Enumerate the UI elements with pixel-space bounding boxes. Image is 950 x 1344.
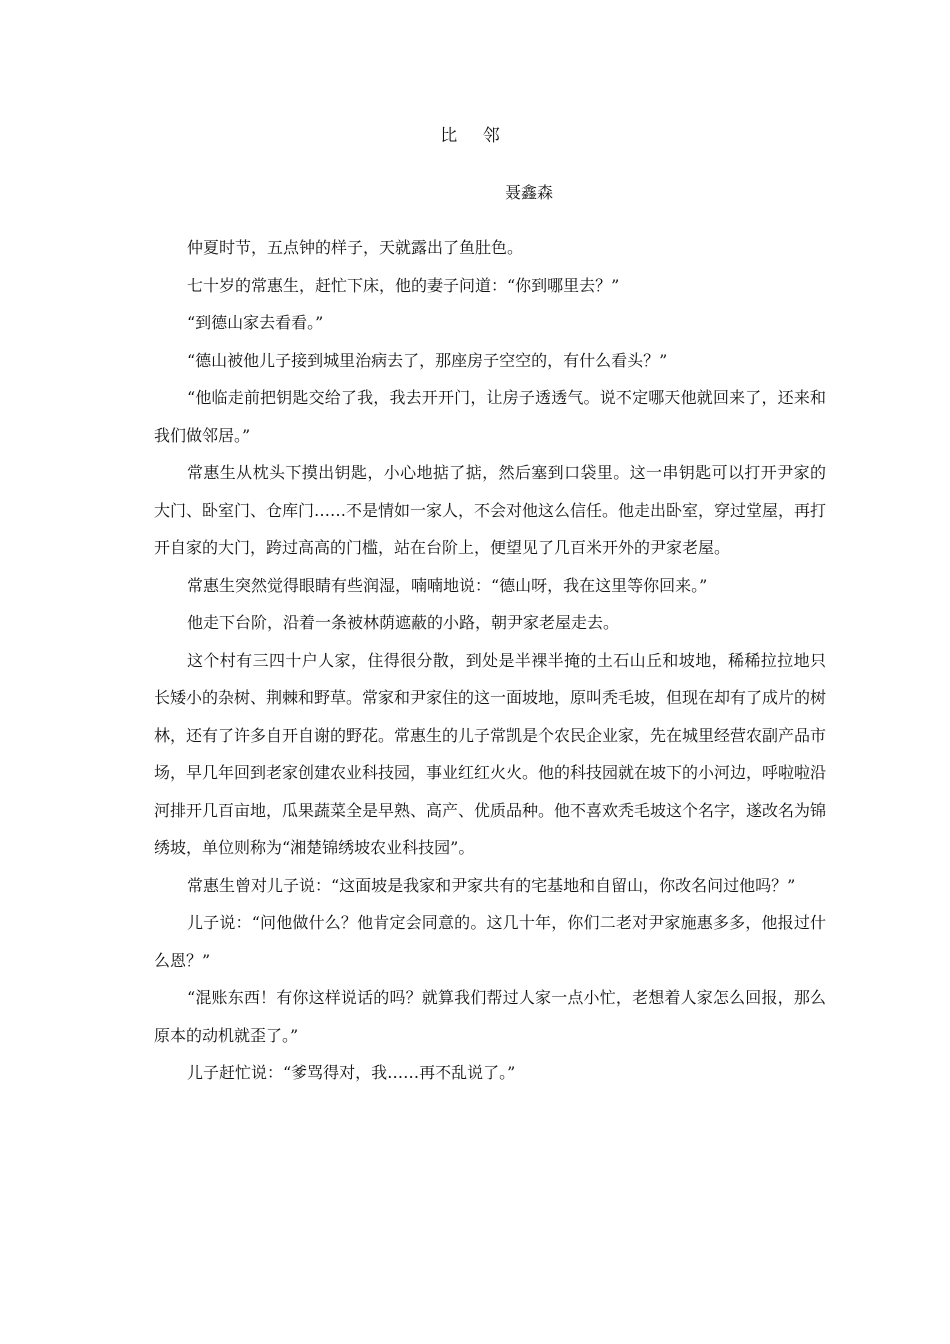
paragraph: 常惠生从枕头下摸出钥匙，小心地掂了掂，然后塞到口袋里。这一串钥匙可以打开尹家的大门、卧室门、仓库门……不是情如一家人，不会对他这么信任。他走出卧室，穿过堂屋，再打开自家的大门，跨过高高的门槛，站在台阶上，便望见了几百米开外的尹家老屋。 [154, 463, 827, 557]
paragraph: 仲夏时节，五点钟的样子，天就露出了鱼肚色。 [187, 238, 524, 257]
article-title: 比 邻 [440, 126, 510, 146]
paragraph: “他临走前把钥匙交给了我，我去开开门，让房子透透气。说不定哪天他就回来了，还来和我们做邻居。” [154, 388, 826, 445]
article-author: 聂鑫森 [505, 183, 554, 202]
paragraph: 儿子说：“问他做什么？他肯定会同意的。这几十年，你们二老对尹家施惠多多，他报过什么恩？” [154, 913, 826, 970]
paragraph: 七十岁的常惠生，赶忙下床，他的妻子问道：“你到哪里去？” [187, 275, 620, 295]
paragraph: “到德山家去看看。” [187, 313, 324, 332]
paragraph: 他走下台阶，沿着一条被林荫遮蔽的小路，朝尹家老屋走去。 [187, 613, 620, 632]
paragraph: 常惠生曾对儿子说：“这面坡是我家和尹家共有的宅基地和自留山，你改名问过他吗？” [187, 875, 796, 895]
paragraph: 常惠生突然觉得眼睛有些润湿，喃喃地说：“德山呀，我在这里等你回来。” [187, 575, 708, 595]
paragraph: 儿子赶忙说：“爹骂得对，我……再不乱说了。” [187, 1063, 516, 1082]
paragraph: 这个村有三四十户人家，住得很分散，到处是半裸半掩的土石山丘和坡地，稀稀拉拉地只长矮小的杂树、荆棘和野草。常家和尹家住的这一面坡地，原叫秃毛坡，但现在却有了成片的树林，还有了许多自开自谢的野花。常惠生的儿子常凯是个农民企业家，先在城里经营农副产品市场，早几年回到老家创建农业科技园，事业红红火火。他的科技园就在坡下的小河边，呼啦啦沿河排开几百亩地，瓜果蔬菜全是早熟、高产、优质品种。他不喜欢秃毛坡这个名字，遂改名为锦绣坡，单位则称为“湘楚锦绣坡农业科技园”。 [154, 650, 827, 857]
article-body [154, 229, 826, 1092]
paragraph: “混账东西！有你这样说话的吗？就算我们帮过人家一点小忙，老想着人家怎么回报，那么原本的动机就歪了。” [154, 988, 826, 1045]
paragraph: “德山被他儿子接到城里治病去了，那座房子空空的，有什么看头？” [187, 350, 668, 370]
